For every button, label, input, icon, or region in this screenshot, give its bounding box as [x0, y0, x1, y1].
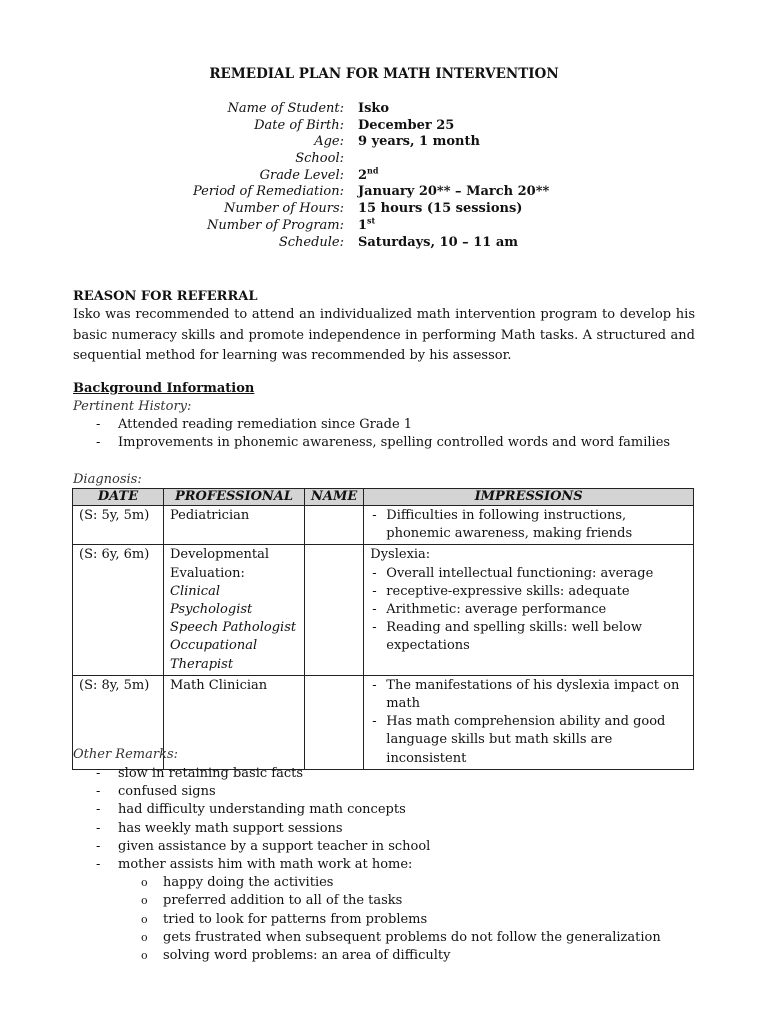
info-value-text: Isko	[358, 101, 390, 116]
info-label: Number of Program:	[207, 217, 344, 233]
circle-bullet: o	[141, 948, 148, 962]
impression-text: The manifestations of his dyslexia impact on math	[386, 677, 680, 712]
impression-item	[370, 507, 687, 543]
info-value-suffix: st	[367, 215, 376, 226]
info-row	[180, 134, 600, 151]
header-impressions: IMPRESSIONS	[364, 489, 694, 506]
sub-list-item	[73, 892, 713, 910]
impressions-heading: Dyslexia:	[370, 547, 431, 563]
cell-date: (S: 6y, 6m)	[73, 545, 164, 675]
info-label: Grade Level:	[259, 167, 344, 183]
info-label: School:	[295, 151, 344, 167]
info-label: Schedule:	[278, 234, 344, 250]
referral-heading: REASON FOR REFERRAL	[73, 289, 258, 304]
info-row	[180, 215, 600, 235]
professional-text: Pediatrician	[170, 508, 250, 523]
info-value-suffix: nd	[367, 165, 379, 176]
list-item-text: slow in retaining basic facts	[118, 766, 304, 781]
dash-bullet: -	[96, 838, 101, 854]
background-heading: Background Information	[73, 381, 255, 396]
info-value	[358, 201, 522, 218]
info-label: Age:	[314, 134, 344, 150]
remarks-list	[73, 765, 713, 965]
dash-bullet: -	[372, 677, 377, 693]
circle-bullet: o	[141, 876, 148, 890]
header-name: NAME	[305, 489, 364, 506]
impressions-list	[370, 507, 687, 543]
list-item	[73, 820, 713, 838]
impression-text: Arithmetic: average performance	[386, 602, 607, 618]
list-item	[73, 434, 713, 452]
list-item	[73, 838, 713, 856]
table-row	[73, 545, 694, 675]
list-item-text: Attended reading remediation since Grade 1	[118, 417, 413, 432]
info-value-text: January 20** – March 20**	[358, 184, 550, 200]
info-label: Date of Birth:	[254, 117, 344, 133]
list-item	[73, 801, 713, 819]
info-value-text: 2	[358, 167, 368, 183]
info-value	[358, 165, 379, 185]
info-value-text: 1	[358, 217, 368, 233]
cell-name	[305, 675, 364, 769]
list-item	[73, 783, 713, 801]
professional-specialist: Clinical Psychologist	[170, 583, 253, 618]
info-value	[358, 215, 376, 235]
table-row	[73, 506, 694, 545]
professional-text: Math Clinician	[170, 677, 268, 693]
history-label: Pertinent History:	[73, 399, 192, 414]
sub-list-item	[73, 947, 713, 965]
list-item	[73, 765, 713, 783]
cell-date: (S: 8y, 5m)	[73, 675, 164, 769]
impression-text: Has math comprehension ability and good language skills but math skills are inconsistent	[386, 714, 666, 766]
impressions-list	[370, 565, 687, 656]
impression-item	[370, 677, 687, 713]
sub-list-wrapper	[73, 874, 713, 965]
cell-impressions	[364, 506, 694, 545]
list-item-text: mother assists him with math work at home:	[118, 856, 413, 872]
info-row	[180, 118, 600, 135]
info-row	[180, 101, 600, 118]
info-value-text: 9 years, 1 month	[358, 134, 480, 150]
list-item	[73, 416, 713, 434]
cell-professional	[164, 675, 305, 769]
dash-bullet: -	[372, 508, 377, 523]
dash-bullet: -	[372, 565, 377, 581]
sub-list-item-text: tried to look for patterns from problems	[163, 911, 428, 927]
list-item-text: had difficulty understanding math concepts	[118, 802, 406, 818]
professional-text: Developmental Evaluation:	[170, 547, 269, 581]
circle-bullet: o	[141, 912, 148, 926]
diagnosis-label: Diagnosis:	[73, 472, 142, 487]
dash-bullet: -	[96, 856, 101, 872]
info-row	[180, 165, 600, 185]
sub-list-item	[73, 874, 713, 892]
cell-name	[305, 506, 364, 545]
document-title: REMEDIAL PLAN FOR MATH INTERVENTION	[209, 66, 559, 82]
info-row	[180, 235, 600, 252]
table-header-row	[73, 489, 694, 506]
dash-bullet: -	[96, 766, 101, 781]
info-row	[180, 151, 600, 168]
dash-bullet: -	[372, 583, 377, 599]
impression-item	[370, 565, 687, 583]
info-label: Name of Student:	[227, 101, 344, 116]
dash-bullet: -	[372, 602, 377, 618]
sub-list-item-text: preferred addition to all of the tasks	[163, 893, 403, 909]
info-value	[358, 134, 480, 151]
dash-bullet: -	[96, 435, 101, 451]
dash-bullet: -	[96, 802, 101, 818]
header-professional: PROFESSIONAL	[164, 489, 305, 506]
info-value	[358, 101, 389, 118]
impression-text: Overall intellectual functioning: average	[386, 565, 654, 581]
list-item-text: has weekly math support sessions	[118, 820, 343, 836]
list-item-text: confused signs	[118, 784, 216, 800]
professional-specialist: Occupational Therapist	[170, 638, 258, 672]
dash-bullet: -	[372, 714, 377, 730]
impressions-list	[370, 677, 687, 768]
dash-bullet: -	[96, 820, 101, 836]
impression-item	[370, 713, 687, 768]
sub-list-item	[73, 911, 713, 929]
info-value-text: December 25	[358, 117, 455, 133]
list-item-text: Improvements in phonemic awareness, spelling controlled words and word families	[118, 435, 671, 451]
impression-item	[370, 619, 687, 655]
impression-item	[370, 583, 687, 601]
info-value	[358, 118, 454, 135]
cell-professional	[164, 506, 305, 545]
info-row	[180, 184, 600, 201]
impression-text: receptive-expressive skills: adequate	[386, 583, 630, 599]
cell-professional	[164, 545, 305, 675]
list-item	[73, 856, 713, 874]
impression-item	[370, 601, 687, 619]
referral-paragraph: Isko was recommended to attend an individualized math intervention program to develop his basic numeracy skills and promote independence in performing Math tasks. A structured and sequential method for learning was recommended by his assessor.	[73, 307, 695, 363]
info-label: Number of Hours:	[223, 201, 344, 217]
remarks-label: Other Remarks:	[73, 747, 178, 762]
info-value	[358, 184, 549, 201]
cell-name	[305, 545, 364, 675]
sub-list-item	[73, 929, 713, 947]
cell-date: (S: 5y, 5m)	[73, 506, 164, 545]
info-label: Period of Remediation:	[193, 184, 344, 200]
info-value-text: Saturdays, 10 – 11 am	[358, 234, 518, 250]
dash-bullet: -	[96, 417, 101, 432]
list-item-text: given assistance by a support teacher in school	[118, 838, 431, 854]
cell-impressions	[364, 675, 694, 769]
diagnosis-table	[72, 488, 694, 770]
header-date: DATE	[73, 489, 164, 506]
student-info-block	[180, 101, 600, 251]
professional-specialist: Speech Pathologist	[170, 620, 297, 636]
dash-bullet: -	[96, 784, 101, 800]
impression-text: Reading and spelling skills: well below expectations	[386, 620, 642, 654]
info-value-text: 15 hours (15 sessions)	[358, 201, 523, 217]
cell-impressions	[364, 545, 694, 675]
circle-bullet: o	[141, 894, 148, 908]
sub-list-item-text: gets frustrated when subsequent problems do not follow the generalization	[163, 929, 661, 945]
dash-bullet: -	[372, 620, 377, 636]
info-row	[180, 201, 600, 218]
info-value	[358, 235, 518, 252]
sub-list	[73, 874, 713, 965]
impression-text: Difficulties in following instructions, phonemic awareness, making friends	[386, 508, 633, 542]
history-list	[73, 416, 713, 452]
circle-bullet: o	[141, 930, 148, 944]
sub-list-item-text: solving word problems: an area of difficulty	[163, 947, 451, 963]
sub-list-item-text: happy doing the activities	[163, 875, 334, 891]
